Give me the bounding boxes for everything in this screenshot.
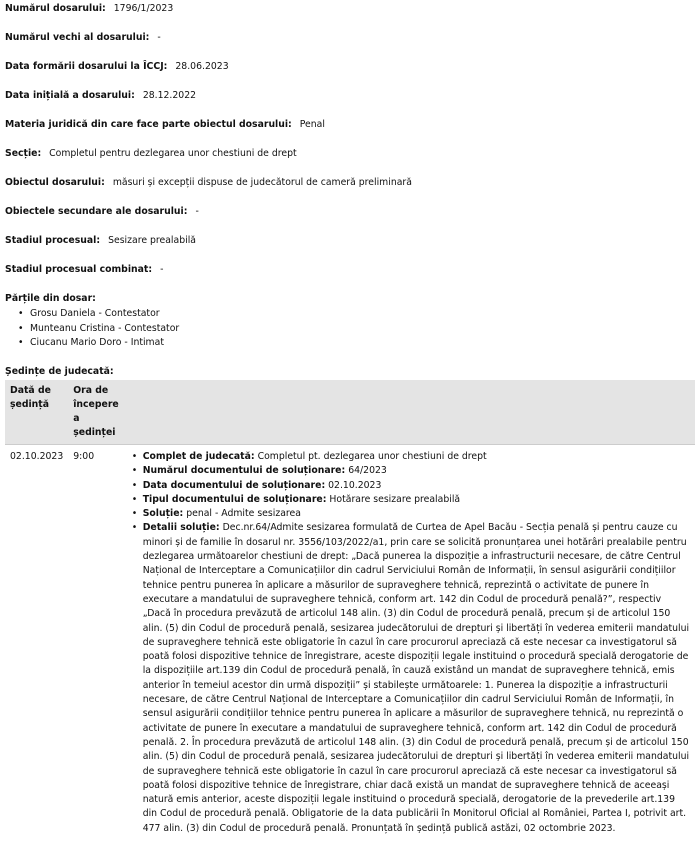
party-item: • Munteanu Cristina - Contestator — [30, 322, 179, 337]
detail-doc-type-value: Hotărare sesizare prealabilă — [329, 494, 460, 505]
hearing-time: 9:00 — [68, 445, 123, 841]
initial-date-label: Data inițială a dosarului: — [5, 90, 135, 101]
column-header-time: Ora de începere a ședinței — [68, 380, 123, 445]
party-item: • Ciucanu Mario Doro - Intimat — [30, 336, 179, 351]
hearing-date: 02.10.2023 — [5, 445, 68, 841]
column-header-details — [124, 380, 695, 445]
hearings-table — [5, 380, 695, 841]
legal-matter-value: Penal — [300, 119, 325, 130]
secondary-objects-value: - — [195, 206, 198, 217]
combined-stage-field — [5, 263, 163, 276]
procedural-stage-field — [5, 234, 196, 247]
detail-solution-details — [143, 521, 690, 836]
case-number-value: 1796/1/2023 — [114, 3, 174, 14]
formation-date-value: 28.06.2023 — [175, 61, 228, 72]
legal-matter-field — [5, 118, 325, 131]
detail-solution-details-value: Dec.nr.64/Admite sesizarea formulată de Curtea de Apel Bacău - Secția penală și pentru cauze cu minori și de familie în dosarul nr. 3556/103/2022/a1, prin care se solicită pronunțarea unei hotărâri prealabile pentru dezlegarea următoarelor chestiuni de drept: „Dacă punerea la dispoziție a infrastructurii necesare, de către Centrul Național de Interceptare a Comunicațiilor din cadrul Serviciului Român de Informații, în sensul asigurării condițiilor tehnice pentru punerea în aplicare a măsurilor de supraveghere tehnică, reprezintă o activitate de punere în executare a mandatului de supraveghere tehnică, conform art. 142 din Codul de procedură penală?”, respectiv „Dacă în procedura prevăzută de articolul 148 alin. (3) din Codul de procedură penală, precum și de articolul 150 alin. (5) din Codul de procedură penală, sesizarea judecătorului de drepturi și libertăți în vederea emiterii mandatului de supraveghere tehnică este obligatorie în cazul în care procurorul apreciază că este necesar ca investigatorul să poată folosi dispozitive tehnice de înregistrare, aceste dispoziții legale instituind o procedură specială derogatorie de la dispozițiile art.139 din Codul de procedură penală, în cauză existând un mandat de supraveghere tehnică, emis anterior în temeiul acestor din urmă dispoziții” și stabilește următoarele: 1. Punerea la dispoziție a infrastructurii necesare, de către Centrul Național de Interceptare a Comunicațiilor din cadrul Serviciului Român de Informații, în sensul asigurării condițiilor tehnice pentru punerea în aplicare a măsurilor de supraveghere tehnică, nu reprezintă o activitate de punere în executare a mandatului de supraveghere tehnică, conform art. 142 din Codul de procedură penală. 2. În procedura prevăzută de articolul 148 alin. (3) din Codul de procedură penală, precum și de articolul 150 alin. (5) din Codul de procedură penală, sesizarea judecătorului de drepturi și libertăți în vederea emiterii mandatului de supraveghere tehnică este obligatorie în cazul în care procurorul apreciază că este necesar ca investigatorul să poată folosi dispozitive tehnice de înregistrare, chiar dacă există un mandat de supraveghere tehnică de aceeași natură emis anterior, aceste dispoziții legale instituind o procedură specială, derogatorie de la prevederile art.139 din Codul de procedură penală. Obligatorie de la data publicării în Monitorul Oficial al României, Partea I, potrivit art. 477 alin. (3) din Codul de procedură penală. Pronunțată în ședință publică astăzi, 02 octombrie 2023. — [143, 522, 689, 833]
parties-list — [5, 307, 179, 351]
hearing-details-list — [129, 450, 690, 836]
detail-doc-date-label: Data documentului de soluționare: — [143, 480, 325, 491]
detail-doc-type — [143, 493, 690, 507]
detail-complet-value: Completul pt. dezlegarea unor chestiuni de drept — [258, 451, 487, 462]
old-case-number-value: - — [157, 32, 160, 43]
case-object-field — [5, 176, 412, 189]
hearings-title: Ședințe de judecată: — [5, 365, 695, 378]
detail-solution — [143, 507, 690, 521]
legal-matter-label: Materia juridică din care face parte obiectul dosarului: — [5, 119, 292, 130]
case-number-field — [5, 2, 173, 15]
case-object-value: măsuri și excepții dispuse de judecătorul de cameră preliminară — [113, 177, 412, 188]
party-item: • Grosu Daniela - Contestator — [30, 307, 179, 322]
procedural-stage-value: Sesizare prealabilă — [108, 235, 196, 246]
combined-stage-label: Stadiul procesual combinat: — [5, 264, 152, 275]
detail-complet — [143, 450, 690, 464]
procedural-stage-label: Stadiul procesual: — [5, 235, 100, 246]
detail-doc-number — [143, 464, 690, 478]
hearing-details — [124, 445, 695, 841]
detail-doc-date-value: 02.10.2023 — [328, 480, 381, 491]
case-object-label: Obiectul dosarului: — [5, 177, 105, 188]
detail-doc-number-label: Numărul documentului de soluționare: — [143, 465, 346, 476]
secondary-objects-field — [5, 205, 199, 218]
initial-date-value: 28.12.2022 — [143, 90, 196, 101]
detail-solution-value: penal - Admite sesizarea — [186, 508, 301, 519]
secondary-objects-label: Obiectele secundare ale dosarului: — [5, 206, 187, 217]
detail-doc-type-label: Tipul documentului de soluționare: — [143, 494, 327, 505]
section-field — [5, 147, 297, 160]
column-header-date: Dată de ședință — [5, 380, 68, 445]
detail-solution-details-label: Detalii soluție: — [143, 522, 220, 533]
detail-solution-label: Soluție: — [143, 508, 184, 519]
table-row — [5, 445, 695, 841]
case-number-label: Numărul dosarului: — [5, 3, 106, 14]
section-label: Secție: — [5, 148, 41, 159]
detail-complet-label: Complet de judecată: — [143, 451, 255, 462]
detail-doc-number-value: 64/2023 — [348, 465, 387, 476]
parties-section — [5, 292, 179, 351]
old-case-number-field — [5, 31, 161, 44]
hearings-section — [5, 365, 695, 841]
parties-title: Părțile din dosar: — [5, 292, 179, 305]
formation-date-label: Data formării dosarului la ÎCCJ: — [5, 61, 167, 72]
detail-doc-date — [143, 479, 690, 493]
section-value: Completul pentru dezlegarea unor chestiuni de drept — [49, 148, 296, 159]
initial-date-field — [5, 89, 196, 102]
combined-stage-value: - — [160, 264, 163, 275]
hearings-header-row — [5, 380, 695, 445]
formation-date-field — [5, 60, 229, 73]
old-case-number-label: Numărul vechi al dosarului: — [5, 32, 149, 43]
